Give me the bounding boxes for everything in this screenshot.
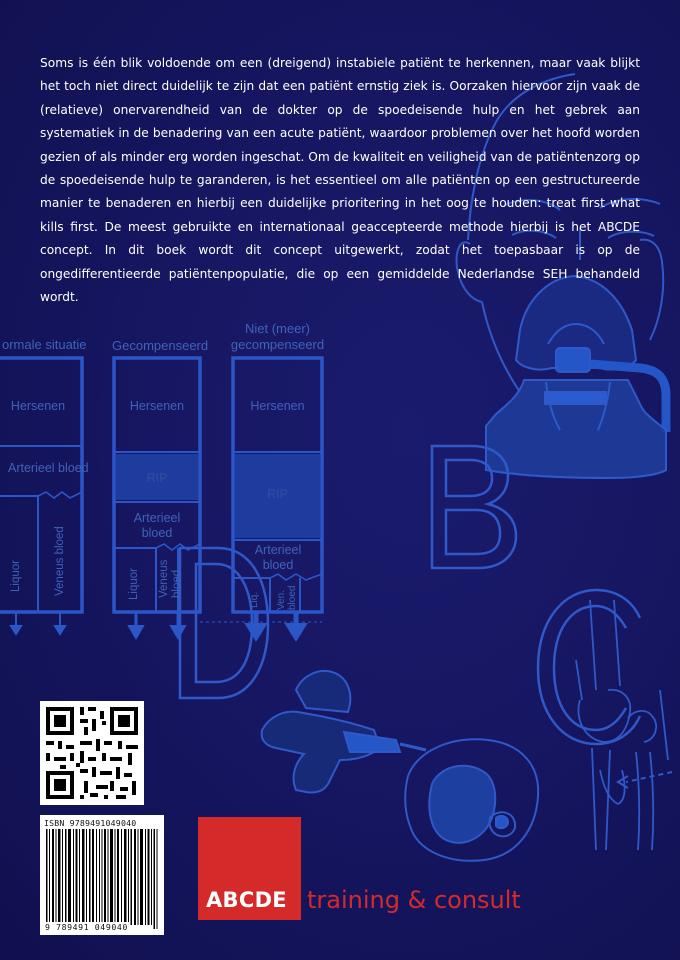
label-csf-3: Liq. (249, 591, 260, 608)
column-heading-compensated: Gecompenseerd (112, 338, 209, 353)
label-arterial-1: Arterieel bloed (8, 461, 89, 475)
isbn-barcode (40, 815, 164, 935)
leg-cross-section (405, 739, 538, 860)
label-rip-2: RIP (146, 471, 168, 485)
label-venous-1: Veneus bloed (54, 526, 66, 596)
knee-bones-illustration (576, 600, 668, 850)
label-rip-3: RIP (267, 487, 288, 501)
label-brain-1: Hersenen (10, 399, 66, 413)
column-heading-normal: ormale situatie (2, 337, 87, 352)
label-arterial-3: Arterieel bloed (254, 543, 302, 572)
label-venous-3: Ven. bloed (276, 585, 298, 610)
dashed-arrow (626, 772, 672, 782)
column-heading-decompensated-line1: Niet (meer) (244, 321, 310, 336)
logo-training-consult-text: training & consult (307, 886, 521, 914)
qr-code (40, 701, 144, 805)
label-brain-2: Hersenen (129, 399, 185, 413)
label-csf-1: Liquor (10, 560, 22, 592)
logo-abcde-text: ABCDE (206, 888, 287, 912)
label-arterial-2: Arterieel bloed (133, 511, 181, 540)
intraosseous-drill (262, 671, 426, 793)
isbn-digits: 9 789491 049040 (45, 922, 128, 932)
label-venous-2: Veneus bloed (158, 559, 183, 598)
intro-paragraph: Soms is één blik voldoende om een (dreigend) instabiele patiënt te herkennen, maar vaak blijkt het toch niet direct duidelijk te zijn dat een patiënt ernstig ziek is. Oorzaken hiervoor zijn vaak de (relatieve) onervarendheid van de dokter op de spoedeisende hulp en het gebrek aan systematiek in de benadering van een acute patiënt, waardoor problemen over het hoofd worden gezien of als minder erg worden ingeschat. Om de kwaliteit en veiligheid van de patiëntenzorg op de spoedeisende hulp te garanderen, is het essentieel om alle patiënten op een gestructureerde manier te benaderen en hierbij een duidelijke prioritering in het oog te houden: treat first what kills first. De meest gebruikte en internationaal geaccepteerde methode hierbij is het ABCDE concept. In dit boek wordt dit concept uitgewerkt, zodat het toepasbaar is op de ongedifferentieerde patiëntenpopulatie, die op een gemiddelde Nederlandse SEH behandeld wordt. (40, 56, 640, 305)
neck-shoulders (486, 380, 666, 478)
label-brain-3: Hersenen (250, 399, 305, 413)
label-csf-2: Liquor (128, 568, 140, 600)
outflow-arrows (11, 612, 322, 640)
isbn-label: ISBN 9789491049040 (44, 818, 137, 828)
letter-c-outline (538, 590, 640, 744)
column-heading-decompensated-line2: gecompenseerd (230, 337, 325, 352)
